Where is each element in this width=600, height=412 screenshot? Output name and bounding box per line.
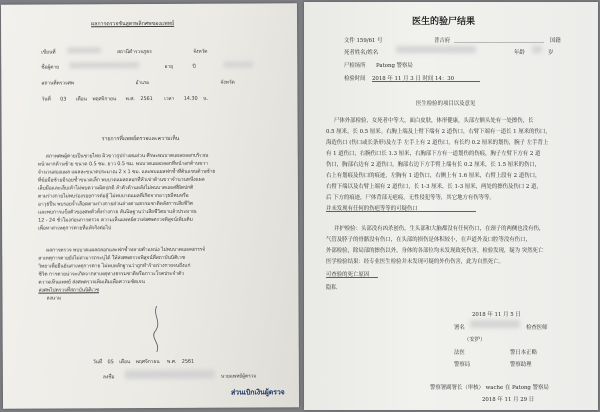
stamp-text: ส่วนเบิกเงินผู้ตรวจ [230,388,285,397]
thai-body-line: ตามร่างกายไม่พบร่องรอยการต่อสู้ ไม่พบบาดแผลที่เกิดจากอาวุธมีคมหรือ [37,192,189,200]
redacted-station [67,47,101,53]
thai-opinion-line: วิทยาเพื่อยืนยันสาเหตุการตาย ไม่พบหลักฐานว่าถูกทำร้ายร่างกายจนถึงแก่ [38,262,191,270]
thai-header-row-4: วันที่ 03 เดือน พฤศจิกายน พ.ศ. 2561 เวลา 14.30 น. [41,95,208,103]
thai-body-line: เพื่อหาสาเหตุการตายที่แท้จริงต่อไป [38,225,112,232]
zh-body-line: 海造伤口 (伤口或长条形)及左手 左手上有 2 道伤口，有长约 0.2 厘米的划伤，腕子 左手背上 [326,140,549,146]
thai-body-line: จำนวนสองแผล แผลละขนาดประมาณ 2 x 1 ซม. และพบแผลฟกช้ำที่ต้นแขนด้านซ้าย [37,168,216,176]
zh-exam-time: 2018 年 11 月 3 日 时间 14：30 [372,76,455,82]
zh-exam-place-label: 尸检场所 [344,63,366,69]
thai-body-line: ที่ข้อมือซ้ายมีรอยช้ำขนาดเล็ก พบบาดแผลถลอกที่หัวเข่าด้านขวาจำนวนหนึ่งแผล [37,176,205,184]
thai-header-row-3: สถานที่ตรวจศพ อำเภอ จังหวัด [41,79,235,87]
zh-body-line: 有 1 道伤口，右腕伤口长 1.3 厘米，右胸部下方有一道划伤的伤痕，胸子左臂下方有 2 道 [326,151,541,157]
thai-opinion-line: สาเหตุการตายยังไม่สามารถระบุได้ ให้ส่งศพตรวจพิสูจน์ที่สถาบันนิติเวช [38,254,185,262]
zh-opinion-line: 外部检验，除局部的擦伤以外，身体的各部位均未发现致死伤害，检验发现，疑为 突然死亡 [326,248,544,254]
zh-body-line: 0.5 厘米，长 0.5 厘米。右胸上端及上臂下端有 2 道伤口，右臂下端有一道长 1 厘米的伤口， [326,129,551,135]
zh-body-line: 尸体外部检验，女死者中等大，面白皮肤，体形健康，头部左额头处有一处擦伤，长 [334,118,534,124]
thai-body-line: เล็บมือและเล็บเท้าไม่พบความผิดปกติ ลำตัวด้านหลังไม่พบบาดแผลที่ผิดปกติ [37,184,194,192]
zh-final-line: 警察署副署长（审核） wache 在 Patong 警察局 [430,385,549,391]
zh-age-unit: 岁 [548,50,554,56]
zh-signer-name: 警日本正略 [510,350,537,356]
thai-opinion-underlined: ส่งศพไปตรวจที่สถาบันนิติเวช [38,287,100,294]
redacted-zh-name [396,46,476,53]
zh-underline [454,42,544,43]
zh-nationality: 国籍 [550,38,561,44]
redacted-zh-doctor [470,320,520,328]
zh-highlight-underline [326,211,476,212]
redacted-signer [125,370,215,379]
thai-body-line: อาวุธปืน พบรอยจ้ำเลือดตามร่างกายส่วนล่างตามธรรมชาติหลังการเสียชีวิต [37,200,193,208]
thai-body-line: และพบการแข็งตัวของศพทั่วทั้งร่างกาย สันนิษฐานว่าเสียชีวิตมาแล้วประมาณ [38,208,197,216]
thai-date-line: วันที่ 05 เดือน พฤศจิกายน พ.ศ. 2561 [92,358,195,366]
thai-opinion-line: ความเห็นแพทย์ ส่งศพตรวจเพิ่มเติมเพื่อความชัดเจน [38,279,145,286]
thai-opinion-line: ผลการตรวจ พบบาดแผลถลอกและฟกช้ำหลายตำแหน่ง ไม่พบบาดแผลฉกรรจ์ [46,246,206,254]
zh-exam-time-label: 检验时间 [344,76,366,82]
thai-body-line: หน้าผากด้านซ้าย ขนาด 0.5 ซม. ยาว 0.5 ซม. พบบาดแผลถลอกที่หน้าอกด้านขวา [37,160,208,168]
redacted-name [69,62,139,68]
zh-body-line: 后 下方的痕迹，尸体背部无疤痕，无性侵犯等等，其它地方有伤等等。 [326,195,495,201]
zh-time-underline [372,81,480,82]
zh-section-heading: 医生检验的项目以及意见 [416,101,476,107]
zh-signed-prefix: 署名 [454,325,465,331]
thai-side-note: ลงนาม [46,295,62,302]
zh-place: 普吉府 [434,38,451,44]
zh-final-date: 2018 年 11 月 29 日 [482,397,535,403]
zh-doctor-title: 检查医师 [526,325,548,331]
zh-body-line: 右臂下端以及右臂上端有 2 道伤口，长 1-3 厘米，长 1-3 厘米，两处的擦伤及伤口 2 道， [326,184,542,190]
zh-station: Patong 警察局 [376,63,413,69]
zh-director: 警察局 [454,362,471,368]
zh-conclusion-underline [326,277,378,278]
zh-age-label: 年龄 [514,50,525,56]
redacted-age [223,61,253,67]
zh-note: 隐私 [326,285,337,291]
zh-opinion-line: 气管及脖子的骨骼没有伤口，在头部的损伤是体积较小，在声道外及口腔等没有伤口， [326,237,531,243]
thai-opinion-line: ชีวิต การตายน่าจะเกิดจากสาเหตุทางธรรมชาติหรือภาวะโรคประจำตัว [38,270,184,278]
zh-signer2: 警察助理 [510,362,532,368]
zh-doc-title: 医生的验尸结果 [412,17,476,27]
zh-date-sign: 2018 年 11 月 5 日 [472,312,521,318]
zh-sign-sub: （安护） [464,337,486,343]
thai-header-row-2: ชื่อผู้ตาย อายุ ปี [41,63,196,71]
zh-legal: 法医 [454,350,465,356]
zh-opinion-line: 医学检验结果：经专业医生检验并未发现可疑的外伤伤害，此为自然死亡。 [326,259,504,265]
zh-highlight-line: 并未发现有任何的伤疤等等的可疑伤口 [326,206,418,212]
thai-signer-prefix: ลงชื่อ [102,374,115,381]
chinese-autopsy-document [304,2,598,410]
thai-body-line: สภาพศพผู้ตายเป็นชายไทย ผิวขาวรูปร่างสมส่วน ศีรษะพบบาดแผลถลอกบริเวณ [45,152,209,160]
zh-body-line: 右上有划痕及伤口的痕迹，左胸有 1 道伤口，右侧上有 1.6 厘米，右臂上段有 2 道伤口， [326,173,541,179]
zh-conclusion: 可查验的死亡原因 [326,272,370,278]
thai-header-row-1: เขียนที่ สถานีตำรวจภูธร จังหวัด [41,48,208,56]
thai-autopsy-document [1,3,299,409]
thai-section-heading: รายการที่แพทย์ตรวจและความเห็น [101,135,180,143]
zh-body-line: 伤口，胸部右边有 2 道伤口，胸部右边下方手臂上端有长 0.2 厘米，长 1.5 厘米的伤口， [326,162,541,168]
thai-doc-title: ผลการตรวจชันสูตรพลิกศพของแพทย์ [91,20,175,28]
thai-body-line: 12 - 24 ชั่วโมงก่อนการตรวจ ความเห็นแพทย์ควรส่งศพตรวจพิสูจน์เพิ่มเติม [38,216,193,224]
signature-mark [143,304,173,354]
zh-file-no: 文件 159/61 号 [344,38,383,44]
thai-doctor-label: นายแพทย์ผู้ตรวจ [220,373,257,380]
zh-name-label: 死者姓名/姓名 [344,50,379,56]
redacted-age-value [532,46,542,53]
zh-opinion-line: 并护检验：头部没有凶杀创伤，生头部和大脑都没有任何伤口，在颈子的两侧也没有伤， [334,226,545,232]
